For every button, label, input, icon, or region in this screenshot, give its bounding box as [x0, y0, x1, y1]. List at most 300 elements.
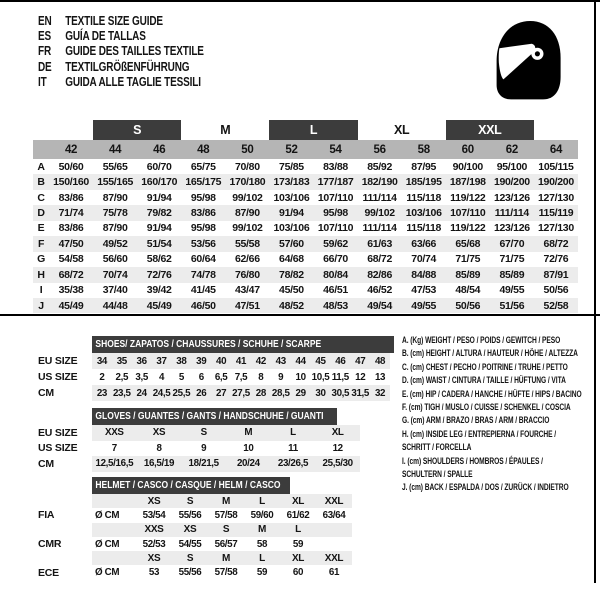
row-label: CM: [38, 457, 54, 470]
size-value-cell: 71/74: [49, 205, 93, 220]
size-value-cell: 91/94: [146, 191, 172, 204]
value-cell: 10: [243, 442, 254, 454]
helmet-value-cell: 60: [292, 567, 304, 579]
legend-line: J. (cm) BACK / ESPALDA / DOS / ZURÜCK / INDIETRO: [402, 482, 569, 494]
size-value-cell: 49/55: [499, 284, 525, 297]
legend-line: D. (cm) WAIST / CINTURA / TAILLE / HÜFTUNG / VITA: [402, 375, 566, 387]
value-cell: XXS: [92, 425, 137, 441]
size-value-cell: 60/64: [190, 253, 216, 266]
helmet-standard-label: ECE: [38, 566, 59, 579]
helmet-size-cell: XXL: [316, 494, 352, 508]
size-value-cell: 87/90: [102, 191, 128, 204]
size-number: 42: [49, 140, 93, 159]
value-cell: 13: [374, 371, 386, 383]
size-value-cell: 45/49: [49, 298, 93, 313]
size-value-cell: 53/56: [181, 236, 225, 251]
value-cell: 24,5: [152, 385, 172, 401]
row-letter: B: [33, 174, 49, 189]
helmet-size-cell: XL: [280, 551, 316, 565]
size-value-cell: 95/98: [190, 191, 216, 204]
value-cell: 30: [311, 385, 331, 401]
size-value-cell: 107/110: [317, 191, 354, 204]
size-value-cell: 123/126: [493, 222, 530, 235]
language-code: IT: [38, 75, 47, 90]
size-value-cell: 59/62: [313, 236, 357, 251]
value-cell: 40: [211, 353, 231, 369]
row-label-spacer: [30, 551, 92, 565]
helmet-size-cell: S: [172, 551, 208, 565]
size-value-cell: 46/51: [323, 284, 348, 297]
value-cell: 9: [201, 442, 207, 454]
helmet-table-title-bar: [92, 477, 290, 494]
size-number: 50: [225, 140, 269, 159]
helmet-table-title: HELMET / CASCO / CASQUE / HELM / CASCO: [95, 480, 281, 491]
size-value-cell: 48/53: [313, 298, 357, 313]
language-label: GUIDA ALLE TAGLIE TESSILI: [65, 75, 201, 90]
size-value-cell: 72/76: [543, 253, 569, 266]
value-cell: 12: [355, 371, 366, 383]
size-value-cell: 45/49: [137, 298, 181, 313]
value-cell: 4: [158, 371, 165, 383]
diameter-unit-label: Ø CM: [95, 567, 120, 579]
helmet-value-cell: 58: [256, 538, 268, 550]
value-cell: 2: [99, 371, 105, 383]
row-letter: E: [37, 222, 45, 235]
size-value-cell: 185/195: [402, 174, 446, 189]
size-value-cell: 91/94: [146, 222, 172, 235]
value-cell: 18/21,5: [181, 456, 226, 472]
size-value-cell: 49/52: [93, 236, 137, 251]
size-value-cell: 105/115: [538, 160, 574, 173]
value-cell: 8: [156, 442, 162, 454]
language-row: [38, 13, 204, 28]
size-value-cell: 48/54: [455, 284, 481, 297]
size-value-cell: 71/75: [499, 253, 525, 266]
row-label-spacer: [30, 523, 92, 537]
size-number: 44: [93, 140, 137, 159]
value-cell: 12,5/16,5: [92, 456, 137, 472]
size-value-cell: 83/86: [58, 222, 84, 235]
shoes-table-title-bar: [92, 336, 394, 353]
size-number: 58: [402, 140, 446, 159]
size-value-cell: 182/190: [358, 174, 402, 189]
legend-line: F. (cm) TIGH / MUSLO / CUISSE / SCHENKEL / COSCIA: [402, 402, 571, 414]
size-value-cell: 87/95: [411, 160, 437, 173]
size-value-cell: 51/54: [137, 236, 181, 251]
value-cell: 6: [198, 371, 204, 383]
value-cell: 6,5: [214, 371, 228, 383]
row-letter: G: [37, 253, 45, 266]
value-cell: 24: [132, 385, 152, 401]
helmet-size-row: [30, 494, 352, 508]
helmet-value-cell: 61: [328, 567, 340, 579]
size-value-cell: 90/100: [452, 160, 483, 173]
size-value-cell: 75/78: [93, 205, 137, 220]
value-cell: 44: [291, 353, 311, 369]
row-letter: I: [39, 284, 43, 297]
legend-line: C. (cm) CHEST / PECHO / POITRINE / TRUHE / PETTO: [402, 361, 568, 373]
size-value-cell: 87/91: [534, 267, 578, 282]
value-cell: 27: [211, 385, 231, 401]
diameter-unit-label: Ø CM: [95, 538, 120, 550]
size-value-cell: 63/66: [402, 236, 446, 251]
shoes-table-title: SHOES/ ZAPATOS / CHAUSSURES / SCHUHE / SCARPE: [95, 339, 322, 350]
row-label-spacer: [30, 494, 92, 508]
language-row: [38, 44, 204, 59]
row-label: US SIZE: [38, 442, 78, 455]
helmet-standard-label: FIA: [38, 509, 55, 522]
size-value-cell: 46/52: [367, 284, 392, 297]
size-value-cell: 56/60: [102, 253, 128, 266]
helmet-value-cell: 57/58: [214, 567, 238, 579]
size-value-cell: 123/126: [493, 191, 530, 204]
value-cell: 9: [278, 371, 284, 383]
size-value-cell: 57/60: [269, 236, 313, 251]
helmet-size-cell: S: [208, 523, 244, 537]
size-number: 56: [358, 140, 402, 159]
size-value-cell: 103/106: [273, 222, 310, 235]
value-cell: 11,5: [331, 371, 349, 383]
value-cell: 20/24: [226, 456, 271, 472]
top-border-line: [0, 0, 600, 2]
value-cell: 29: [291, 385, 311, 401]
size-value-cell: 47/53: [411, 284, 437, 297]
value-cell: 25,5: [171, 385, 191, 401]
size-value-cell: 99/102: [232, 191, 263, 204]
gloves-size-table: [30, 408, 360, 472]
size-value-cell: 49/54: [358, 298, 402, 313]
size-value-cell: 103/106: [402, 205, 446, 220]
helmet-value-row: [30, 537, 352, 551]
size-value-cell: 87/90: [225, 205, 269, 220]
size-number: 48: [181, 140, 225, 159]
value-cell: 10,5: [311, 371, 330, 383]
value-cell: 36: [132, 353, 152, 369]
value-cell: 35: [112, 353, 132, 369]
legend-line: G. (cm) ARM / BRAZO / BRAS / ARM / BRACCIO: [402, 415, 550, 427]
size-value-cell: 37/40: [102, 284, 128, 297]
gloves-table-title-bar: [92, 408, 337, 425]
size-value-cell: 150/160: [49, 174, 93, 189]
helmet-value-cell: 53: [148, 567, 160, 579]
size-number: 60: [446, 140, 490, 159]
helmet-value-row: [30, 508, 352, 522]
helmet-value-cell: 55/56: [178, 509, 202, 521]
value-cell: XL: [315, 425, 360, 441]
size-value-cell: 76/80: [225, 267, 269, 282]
diameter-unit-label: Ø CM: [95, 509, 120, 521]
row-letter: J: [33, 298, 49, 313]
size-value-cell: 49/55: [402, 298, 446, 313]
size-value-cell: 72/76: [137, 267, 181, 282]
size-row: [30, 369, 390, 385]
size-row: [30, 441, 360, 457]
value-cell: 16,5/19: [137, 456, 182, 472]
size-value-cell: 165/175: [181, 174, 225, 189]
helmet-value-cell: 59/60: [250, 509, 274, 521]
helmet-size-cell: L: [280, 523, 316, 537]
value-cell: 10: [295, 371, 306, 383]
size-value-cell: 85/89: [446, 267, 490, 282]
size-value-cell: 44/48: [93, 298, 137, 313]
language-code: EN: [38, 13, 52, 28]
size-row: [30, 425, 360, 441]
helmet-value-cell: [316, 537, 352, 551]
size-value-cell: 84/88: [402, 267, 446, 282]
size-number: 54: [313, 140, 357, 159]
helmet-size-cell: M: [244, 523, 280, 537]
shoes-size-table: [30, 336, 390, 401]
size-value-cell: 103/106: [273, 191, 310, 204]
size-value-cell: 55/58: [225, 236, 269, 251]
value-cell: 11: [288, 442, 298, 454]
helmet-value-cell: 53/54: [142, 509, 166, 521]
size-value-cell: 71/75: [455, 253, 481, 266]
legend-line: E. (cm) HIP / CADERA / HANCHE / HÜFTE / HIPS / BACINO: [402, 388, 582, 400]
value-cell: 46: [330, 353, 350, 369]
helmet-size-table: [30, 477, 352, 580]
row-label: CM: [38, 387, 54, 399]
row-letter: A: [37, 160, 45, 173]
size-value-cell: 115/119: [534, 205, 578, 220]
size-value-cell: 95/98: [313, 205, 357, 220]
value-cell: 5: [178, 371, 184, 383]
legend-line: B. (cm) HEIGHT / ALTURA / HAUTEUR / HÖHE / ALTEZZA: [402, 348, 578, 360]
size-group-xl: XL: [393, 123, 410, 137]
helmet-value-cell: 55/56: [178, 567, 202, 579]
size-value-cell: 70/74: [93, 267, 137, 282]
helmet-value-cell: 57/58: [214, 509, 238, 521]
textile-size-table: [33, 120, 578, 313]
size-value-cell: 91/94: [269, 205, 313, 220]
size-value-cell: 68/72: [367, 253, 392, 266]
helmet-size-cell: XL: [280, 494, 316, 508]
row-letter: H: [33, 267, 49, 282]
value-cell: 28: [251, 385, 271, 401]
language-code: FR: [38, 44, 52, 59]
gloves-table-title: GLOVES / GUANTES / GANTS / HANDSCHUHE / GUANTI: [95, 411, 324, 422]
unit-spacer: [92, 494, 136, 508]
value-cell: S: [181, 425, 226, 441]
size-value-cell: 85/92: [367, 160, 392, 173]
helmet-value-cell: 61/62: [286, 509, 310, 521]
size-value-cell: 66/70: [323, 253, 348, 266]
size-value-cell: 50/60: [58, 160, 84, 173]
size-value-cell: 107/110: [446, 205, 490, 220]
legend-line: A. (Kg) WEIGHT / PESO / POIDS / GEWITCH / PESO: [402, 335, 561, 346]
value-cell: 25,5/30: [315, 456, 360, 472]
size-row: [30, 456, 360, 472]
legend-line: SCHRITT / FORCELLA: [402, 442, 472, 454]
size-value-cell: 160/170: [137, 174, 181, 189]
section-divider-line: [0, 314, 600, 316]
value-cell: M: [226, 425, 271, 441]
size-value-cell: 68/72: [534, 236, 578, 251]
size-value-cell: 50/56: [543, 284, 569, 297]
size-number: 64: [534, 140, 578, 159]
language-row: [38, 59, 204, 74]
size-group-s: S: [93, 120, 181, 140]
unit-spacer: [92, 523, 136, 537]
helmet-size-cell: [316, 523, 352, 537]
legend-line: H. (cm) INSIDE LEG / ENTREPIERNA / FOURCHE /: [402, 428, 557, 440]
size-value-cell: 95/100: [496, 160, 528, 173]
helmet-standard-label: CMR: [38, 538, 62, 551]
size-value-cell: 62/66: [234, 253, 260, 266]
value-cell: 7,5: [234, 371, 248, 383]
size-value-cell: 48/52: [269, 298, 313, 313]
value-cell: 31,5: [350, 385, 370, 401]
language-list: [38, 13, 204, 90]
size-value-cell: 155/165: [93, 174, 137, 189]
legend-line: I. (cm) SHOULDERS / HOMBROS / ÉPAULES /: [402, 455, 543, 467]
language-label: TEXTILGRÖßENFÜHRUNG: [65, 59, 190, 74]
helmet-size-cell: M: [208, 551, 244, 565]
value-cell: 27,5: [231, 385, 251, 401]
racing-helmet-icon: [487, 15, 567, 107]
size-value-cell: 190/200: [534, 174, 578, 189]
row-label: EU SIZE: [38, 426, 78, 439]
size-value-cell: 43/47: [234, 284, 260, 297]
size-group-l: L: [269, 120, 357, 140]
helmet-value-row: [30, 565, 352, 579]
value-cell: 12: [332, 442, 343, 454]
helmet-size-cell: L: [244, 551, 280, 565]
language-row: [38, 75, 204, 90]
size-value-cell: 85/89: [490, 267, 534, 282]
value-cell: 23,5: [112, 385, 132, 401]
size-number: 62: [490, 140, 534, 159]
size-value-cell: 111/114: [362, 222, 397, 235]
row-label: EU SIZE: [38, 355, 78, 367]
value-cell: 2,5: [115, 371, 129, 383]
helmet-size-cell: XS: [136, 551, 172, 565]
value-cell: 8: [258, 371, 264, 383]
size-value-cell: 70/80: [234, 160, 260, 173]
size-value-cell: 82/86: [358, 267, 402, 282]
size-value-cell: 173/183: [269, 174, 313, 189]
row-letter: F: [33, 236, 49, 251]
size-value-cell: 115/118: [406, 191, 442, 204]
helmet-value-cell: 52/53: [142, 538, 166, 550]
value-cell: 39: [191, 353, 211, 369]
size-value-cell: 83/88: [323, 160, 348, 173]
size-value-cell: 83/86: [181, 205, 225, 220]
size-value-cell: 64/68: [279, 253, 304, 266]
value-cell: L: [271, 425, 316, 441]
size-value-cell: 55/65: [102, 160, 128, 173]
row-label: US SIZE: [38, 371, 78, 383]
helmet-value-cell: 59: [292, 538, 304, 550]
size-value-cell: 41/45: [190, 284, 216, 297]
helmet-size-row: [30, 523, 352, 537]
size-value-cell: 67/70: [490, 236, 534, 251]
size-value-cell: 187/198: [446, 174, 490, 189]
legend-line: SCHULTERN / SPALLE: [402, 469, 473, 481]
size-value-cell: 74/78: [181, 267, 225, 282]
helmet-size-cell: XXS: [136, 523, 172, 537]
helmet-size-cell: M: [208, 494, 244, 508]
size-row: [30, 385, 390, 401]
size-value-cell: 75/85: [279, 160, 304, 173]
size-value-cell: 58/62: [146, 253, 172, 266]
helmet-size-cell: XXL: [316, 551, 352, 565]
row-letter: C: [37, 191, 45, 204]
value-cell: 45: [311, 353, 331, 369]
value-cell: 28,5: [271, 385, 291, 401]
helmet-size-cell: S: [172, 494, 208, 508]
row-letter: D: [33, 205, 49, 220]
helmet-size-cell: XS: [172, 523, 208, 537]
helmet-value-cell: 59: [256, 567, 268, 579]
value-cell: 34: [92, 353, 112, 369]
size-value-cell: 127/130: [538, 191, 574, 204]
value-cell: XS: [137, 425, 182, 441]
helmet-value-cell: 63/64: [322, 509, 346, 521]
measurement-legend: [402, 334, 582, 495]
value-cell: 48: [370, 353, 390, 369]
size-value-cell: 119/122: [450, 191, 486, 204]
size-value-cell: 119/122: [450, 222, 486, 235]
size-value-cell: 46/50: [181, 298, 225, 313]
size-value-cell: 190/200: [490, 174, 534, 189]
helmet-value-cell: 56/57: [214, 538, 238, 550]
size-value-cell: 52/58: [534, 298, 578, 313]
size-value-cell: 61/63: [358, 236, 402, 251]
size-number: 52: [269, 140, 313, 159]
size-value-cell: 95/98: [190, 222, 216, 235]
size-value-cell: 47/51: [225, 298, 269, 313]
helmet-size-cell: L: [244, 494, 280, 508]
size-value-cell: 35/38: [58, 284, 84, 297]
size-value-cell: 83/86: [58, 191, 84, 204]
language-label: GUÍA DE TALLAS: [65, 29, 146, 44]
helmet-value-cell: 54/55: [178, 538, 202, 550]
value-cell: 37: [152, 353, 172, 369]
value-cell: 43: [271, 353, 291, 369]
size-group-xxl: XXL: [446, 120, 534, 140]
size-value-cell: 80/84: [313, 267, 357, 282]
language-label: TEXTILE SIZE GUIDE: [65, 13, 163, 28]
size-value-cell: 177/187: [313, 174, 357, 189]
size-value-cell: 78/82: [269, 267, 313, 282]
value-cell: 32: [370, 385, 390, 401]
size-value-cell: 107/110: [317, 222, 354, 235]
size-number: 46: [137, 140, 181, 159]
size-value-cell: 68/72: [49, 267, 93, 282]
size-value-cell: 47/50: [49, 236, 93, 251]
size-value-cell: 79/82: [137, 205, 181, 220]
value-cell: 7: [111, 442, 117, 454]
value-cell: 42: [251, 353, 271, 369]
value-cell: 41: [231, 353, 251, 369]
helmet-size-cell: XS: [136, 494, 172, 508]
size-value-cell: 65/68: [446, 236, 490, 251]
value-cell: 23/26,5: [271, 456, 316, 472]
size-value-cell: 99/102: [232, 222, 263, 235]
value-cell: 47: [350, 353, 370, 369]
size-value-cell: 127/130: [538, 222, 574, 235]
value-cell: 38: [171, 353, 191, 369]
size-value-cell: 115/118: [406, 222, 442, 235]
language-code: DE: [38, 59, 52, 74]
size-value-cell: 60/70: [146, 160, 172, 173]
value-cell: 26: [191, 385, 211, 401]
size-value-cell: 65/75: [190, 160, 216, 173]
language-code: ES: [38, 29, 52, 44]
value-cell: 30,5: [330, 385, 350, 401]
size-row: [30, 353, 390, 369]
